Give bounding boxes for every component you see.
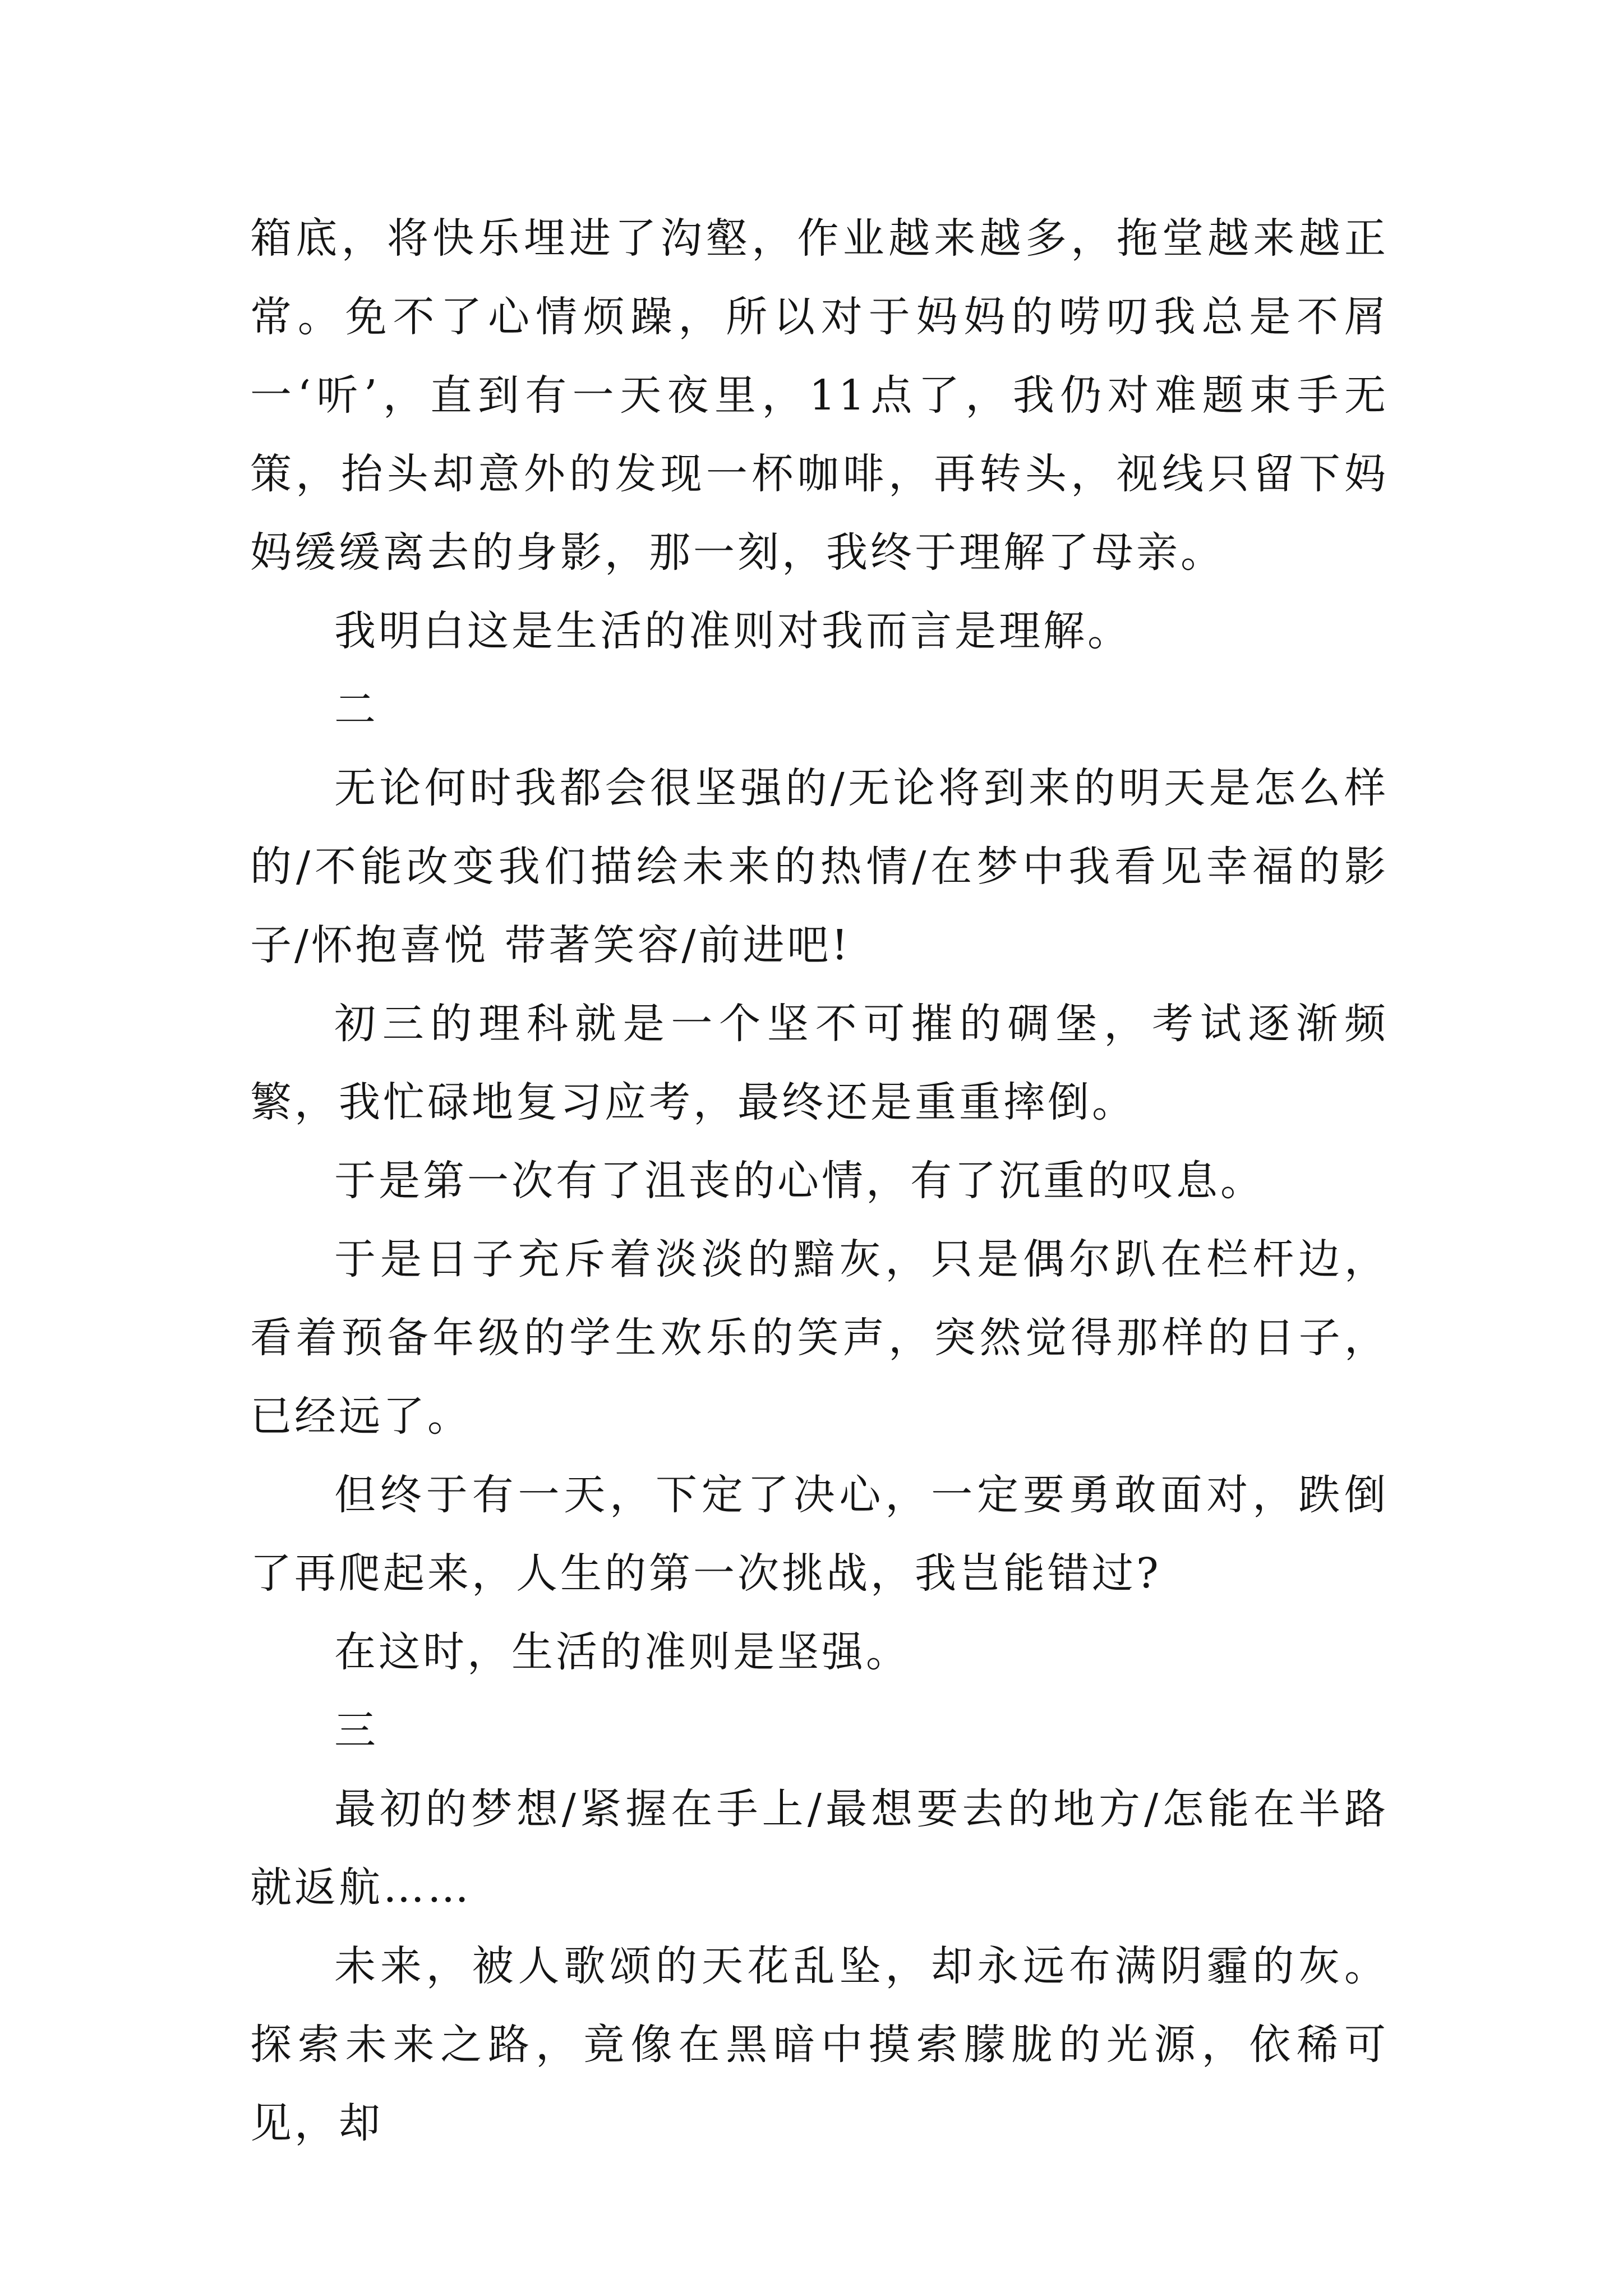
article-body: [250, 199, 1389, 2162]
paragraph: 未来，被人歌颂的天花乱坠，却永远布满阴霾的灰。探索未来之路，竟像在黑暗中摸索朦胧的光源，依稀可见，却: [250, 1942, 1389, 2147]
paragraph: 于是日子充斥着淡淡的黯灰，只是偶尔趴在栏杆边，看着预备年级的学生欢乐的笑声，突然觉得那样的日子，已经远了。: [250, 1235, 1389, 1441]
paragraph: 在这时，生活的准则是坚强。: [334, 1628, 910, 1676]
lyric-paragraph: 无论何时我都会很坚强的/无论将到来的明天是怎么样的/不能改变我们描绘未来的热情/在梦中我看见幸福的影子/怀抱喜悦 带著笑容/前进吧!: [250, 764, 1389, 969]
section-heading-two: 二: [334, 685, 379, 734]
paragraph: 我明白这是生活的准则对我而言是理解。: [334, 607, 1132, 655]
paragraph-continued: 箱底，将快乐埋进了沟壑，作业越来越多，拖堂越来越正常。免不了心情烦躁，所以对于妈妈的唠叨我总是不屑一‘听’，直到有一天夜里，11点了，我仍对难题束手无策，抬头却意外的发现一杯咖啡，再转头，视线只留下妈妈缓缓离去的身影，那一刻，我终于理解了母亲。: [250, 214, 1389, 577]
lyric-paragraph: 最初的梦想/紧握在手上/最想要去的地方/怎能在半路就返航……: [250, 1785, 1389, 1912]
paragraph: 于是第一次有了沮丧的心情，有了沉重的叹息。: [334, 1157, 1265, 1205]
paragraph: 但终于有一天，下定了决心，一定要勇敢面对，跌倒了再爬起来，人生的第一次挑战，我岂能错过?: [250, 1471, 1389, 1598]
paragraph: 初三的理科就是一个坚不可摧的碉堡，考试逐渐频繁，我忙碌地复习应考，最终还是重重摔倒。: [250, 1000, 1389, 1126]
section-heading-three: 三: [334, 1706, 379, 1755]
